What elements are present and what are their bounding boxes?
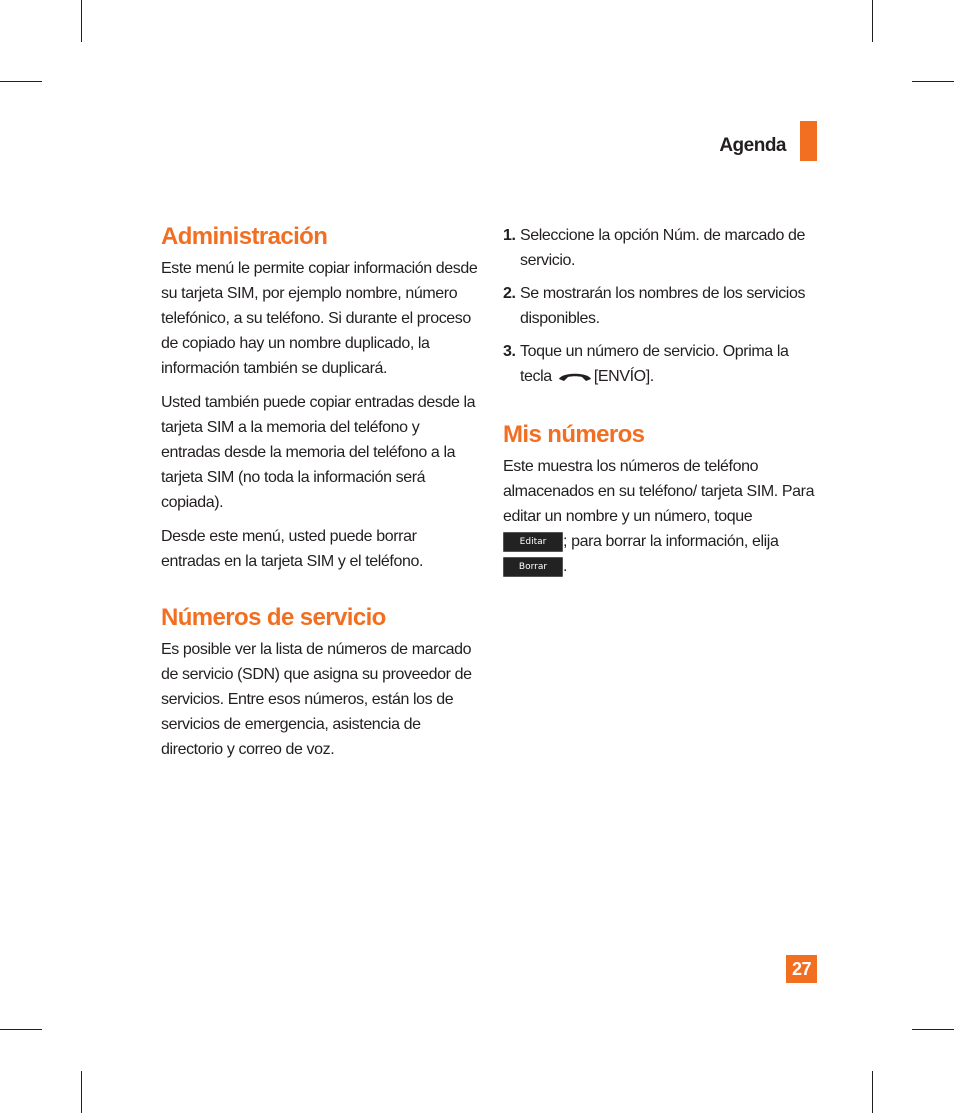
step-text: Toque un número de servicio. Oprima la tecla (520, 343, 789, 385)
crop-mark (81, 1071, 82, 1113)
heading-administracion: Administración (161, 223, 328, 250)
crop-mark (872, 1071, 873, 1113)
step-number: 2. (503, 285, 516, 302)
left-column (161, 223, 479, 792)
list-item (503, 339, 815, 389)
paragraph: Usted también puede copiar entradas desde la tarjeta SIM a la memoria del teléfono y entradas desde la memoria del teléfono a la tarjeta SIM (no toda la información será copiada). (161, 394, 476, 511)
steps-list (503, 223, 815, 389)
crop-mark (81, 0, 82, 42)
delete-button-image: Borrar (503, 557, 563, 577)
crop-mark (0, 81, 42, 82)
crop-mark (912, 81, 954, 82)
section-administracion (161, 223, 479, 574)
mis-numeros-text: . (563, 558, 568, 575)
mis-numeros-text: ; para borrar la información, elija (563, 533, 779, 550)
paragraph (503, 454, 815, 579)
step-text: Se mostrarán los nombres de los servicios disponibles. (520, 285, 806, 327)
running-header: Agenda (719, 135, 786, 156)
heading-numeros-servicio: Números de servicio (161, 604, 386, 631)
page-number: 27 (786, 955, 817, 983)
paragraph: Desde este menú, usted puede borrar entradas en la tarjeta SIM y el teléfono. (161, 528, 423, 570)
section-mis-numeros (503, 421, 815, 579)
list-item (503, 281, 815, 331)
step-text: Seleccione la opción Núm. de marcado de servicio. (520, 227, 806, 269)
mis-numeros-text: Este muestra los números de teléfono almacenados en su teléfono/ tarjeta SIM. Para editar un nombre y un número, toque (503, 458, 815, 525)
crop-mark (0, 1029, 42, 1030)
list-item (503, 223, 815, 273)
right-column (503, 223, 815, 609)
header-tab (800, 121, 817, 161)
phone-send-icon (556, 367, 594, 383)
heading-mis-numeros: Mis números (503, 421, 645, 448)
section-numeros-servicio (161, 604, 479, 762)
paragraph: Este menú le permite copiar información desde su tarjeta SIM, por ejemplo nombre, número telefónico, a su teléfono. Si durante el proceso de copiado hay un nombre duplicado, la información también se duplicará. (161, 260, 478, 377)
edit-button-image: Editar (503, 532, 563, 552)
crop-mark (872, 0, 873, 42)
paragraph: Es posible ver la lista de números de marcado de servicio (SDN) que asigna su proveedor de servicios. Entre esos números, están los de servicios de emergencia, asistencia de directorio y correo de voz. (161, 641, 472, 758)
step-text: [ENVÍO]. (593, 368, 654, 385)
step-number: 3. (503, 343, 516, 360)
crop-mark (912, 1029, 954, 1030)
step-number: 1. (503, 227, 516, 244)
